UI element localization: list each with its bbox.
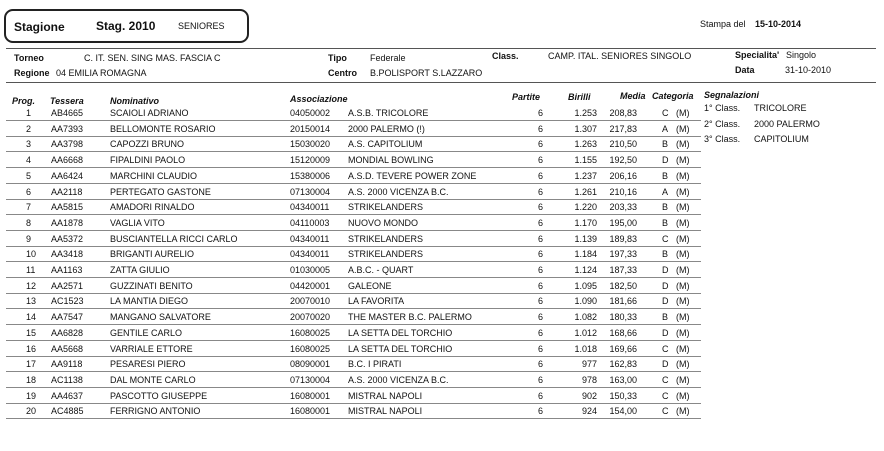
cell-media: 203,33 (609, 202, 637, 213)
data-value: 31-10-2010 (785, 65, 832, 75)
cell-prog: 4 (26, 155, 32, 166)
cell-partite: 6 (538, 186, 544, 197)
cell-codice: 04110003 (290, 217, 330, 228)
cell-partite: 6 (538, 108, 544, 118)
season-label: Stagione (14, 20, 65, 34)
cell-categoria: D (662, 296, 669, 307)
centro-value: B.POLISPORT S.LAZZARO (370, 68, 483, 78)
segnalazione-value: CAPITOLIUM (754, 134, 809, 145)
cell-media: 181,66 (609, 296, 637, 307)
cell-tessera: AA6668 (51, 155, 84, 166)
cell-birilli: 1.155 (574, 155, 597, 166)
cell-codice: 15120009 (290, 155, 331, 166)
cell-tessera: AA1878 (51, 217, 84, 228)
tipo-value: Federale (370, 53, 406, 63)
cell-nominativo: VARRIALE ETTORE (110, 343, 193, 354)
cell-codice: 01030005 (290, 265, 331, 275)
cell-sesso: (M) (676, 312, 690, 323)
cell-partite: 6 (538, 202, 544, 213)
cell-birilli: 977 (581, 359, 597, 370)
row-divider (6, 151, 701, 152)
cell-birilli: 1.263 (574, 139, 597, 150)
cell-nominativo: GUZZINATI BENITO (110, 280, 193, 291)
cell-tessera: AC1138 (51, 374, 83, 385)
data-label: Data (735, 65, 755, 75)
cell-birilli: 1.307 (574, 123, 597, 134)
cell-partite: 6 (538, 123, 544, 134)
row-divider (6, 136, 701, 137)
cell-media: 187,33 (609, 265, 637, 275)
cell-nominativo: FERRIGNO ANTONIO (110, 406, 201, 417)
cell-codice: 20150014 (290, 123, 331, 134)
cell-birilli: 1.012 (574, 327, 597, 338)
cell-categoria: B (662, 249, 669, 260)
cell-partite: 6 (538, 217, 544, 228)
cell-prog: 8 (26, 217, 32, 228)
cell-media: 197,33 (609, 249, 637, 260)
cell-prog: 12 (26, 280, 37, 291)
cell-nominativo: PERTEGATO GASTONE (110, 186, 211, 197)
cell-sesso: (M) (676, 170, 690, 181)
cell-codice: 16080025 (290, 343, 331, 354)
cell-categoria: C (662, 374, 669, 385)
cell-birilli: 1.124 (574, 265, 597, 275)
cell-media: 169,66 (609, 343, 637, 354)
cell-partite: 6 (538, 170, 544, 181)
row-divider (6, 340, 701, 341)
cell-categoria: B (662, 139, 669, 150)
row-divider (6, 387, 701, 388)
cell-media: 206,16 (609, 170, 637, 181)
cell-categoria: C (662, 108, 669, 118)
row-divider (6, 371, 701, 372)
cell-associazione: MISTRAL NAPOLI (348, 406, 423, 417)
col-birilli: Birilli (568, 92, 591, 102)
cell-categoria: B (662, 312, 669, 323)
cell-sesso: (M) (676, 390, 690, 401)
cell-codice: 15030020 (290, 139, 331, 150)
row-divider (6, 324, 701, 325)
cell-birilli: 978 (581, 374, 597, 385)
cell-prog: 20 (26, 406, 37, 417)
col-segnalazioni: Segnalazioni (704, 90, 760, 100)
cell-sesso: (M) (676, 186, 690, 197)
cell-associazione: 2000 PALERMO (!) (348, 123, 425, 134)
row-divider (6, 356, 701, 357)
segnalazione-value: TRICOLORE (754, 103, 807, 113)
row-divider (6, 214, 701, 215)
row-divider (6, 418, 701, 419)
cell-partite: 6 (538, 155, 544, 166)
cell-sesso: (M) (676, 296, 690, 307)
cell-associazione: A.S.D. TEVERE POWER ZONE (348, 170, 477, 181)
cell-categoria: C (662, 390, 669, 401)
row-divider (6, 199, 701, 200)
cell-media: 210,50 (609, 139, 637, 150)
cell-nominativo: GENTILE CARLO (110, 327, 183, 338)
cell-birilli: 1.220 (574, 202, 597, 213)
cell-prog: 3 (26, 139, 32, 150)
specialita-label: Specialita' (735, 50, 780, 60)
cell-categoria: D (662, 359, 669, 370)
cell-nominativo: LA MANTIA DIEGO (110, 296, 189, 307)
cell-codice: 04340011 (290, 202, 330, 213)
cell-sesso: (M) (676, 327, 690, 338)
season-value: Stag. 2010 (96, 19, 156, 33)
cell-sesso: (M) (676, 108, 690, 118)
cell-categoria: D (662, 280, 669, 291)
cell-codice: 08090001 (290, 359, 331, 370)
cell-birilli: 1.095 (574, 280, 597, 291)
cell-prog: 7 (26, 202, 32, 213)
cell-sesso: (M) (676, 265, 690, 275)
cell-nominativo: DAL MONTE CARLO (110, 374, 196, 385)
cell-tessera: AA2571 (51, 280, 84, 291)
cell-associazione: A.S. 2000 VICENZA B.C. (348, 374, 449, 385)
cell-tessera: AA1163 (51, 265, 83, 275)
cell-tessera: AC4885 (51, 406, 84, 417)
cell-nominativo: BRIGANTI AURELIO (110, 249, 195, 260)
cell-birilli: 1.090 (574, 296, 597, 307)
cell-associazione: STRIKELANDERS (348, 202, 424, 213)
col-nominativo: Nominativo (110, 96, 160, 106)
cell-categoria: C (662, 233, 669, 244)
cell-associazione: GALEONE (348, 280, 392, 291)
cell-sesso: (M) (676, 374, 690, 385)
tipo-label: Tipo (328, 53, 347, 63)
cell-sesso: (M) (676, 359, 690, 370)
cell-codice: 20070020 (290, 312, 331, 323)
cell-tessera: AA5372 (51, 233, 84, 244)
cell-categoria: B (662, 217, 669, 228)
cell-media: 192,50 (609, 155, 637, 166)
specialita-value: Singolo (786, 50, 817, 60)
cell-tessera: AA7393 (51, 123, 84, 134)
cell-tessera: AA3418 (51, 249, 84, 260)
info-divider (6, 82, 876, 83)
cell-partite: 6 (538, 233, 544, 244)
cell-categoria: D (662, 327, 669, 338)
cell-prog: 10 (26, 249, 37, 260)
row-divider (6, 230, 701, 231)
cell-prog: 19 (26, 390, 37, 401)
torneo-label: Torneo (14, 53, 44, 63)
cell-prog: 6 (26, 186, 32, 197)
col-tessera: Tessera (50, 96, 84, 106)
cell-nominativo: CAPOZZI BRUNO (110, 139, 185, 150)
cell-prog: 13 (26, 296, 37, 307)
class-value: CAMP. ITAL. SENIORES SINGOLO (548, 51, 692, 61)
cell-codice: 16080001 (290, 390, 331, 401)
cell-birilli: 1.237 (574, 170, 597, 181)
cell-partite: 6 (538, 312, 544, 323)
torneo-value: C. IT. SEN. SING MAS. FASCIA C (84, 53, 221, 63)
cell-media: 208,83 (609, 108, 637, 118)
cell-categoria: D (662, 155, 669, 166)
cell-partite: 6 (538, 390, 544, 401)
col-partite: Partite (512, 92, 541, 102)
regione-label: Regione (14, 68, 50, 78)
cell-associazione: B.C. I PIRATI (348, 359, 402, 370)
cell-associazione: LA FAVORITA (348, 296, 405, 307)
cell-media: 163,00 (609, 374, 637, 385)
cell-prog: 9 (26, 233, 32, 244)
cell-sesso: (M) (676, 233, 690, 244)
cell-nominativo: AMADORI RINALDO (110, 202, 195, 213)
row-divider (6, 308, 701, 309)
cell-codice: 16080001 (290, 406, 331, 417)
cell-sesso: (M) (676, 406, 690, 417)
cell-associazione: NUOVO MONDO (348, 217, 419, 228)
cell-sesso: (M) (676, 280, 690, 291)
cell-nominativo: SCAIOLI ADRIANO (110, 108, 189, 118)
cell-categoria: D (662, 265, 669, 275)
cell-birilli: 1.139 (574, 233, 597, 244)
cell-tessera: AA5668 (51, 343, 84, 354)
cell-tessera: AA5815 (51, 202, 84, 213)
cell-nominativo: MARCHINI CLAUDIO (110, 170, 198, 181)
cell-associazione: MONDIAL BOWLING (348, 155, 434, 166)
cell-categoria: C (662, 406, 669, 417)
cell-nominativo: BELLOMONTE ROSARIO (110, 123, 216, 134)
cell-media: 150,33 (609, 390, 637, 401)
cell-associazione: MISTRAL NAPOLI (348, 390, 423, 401)
cell-media: 168,66 (609, 327, 637, 338)
cell-prog: 5 (26, 170, 32, 181)
regione-value: 04 EMILIA ROMAGNA (56, 68, 147, 78)
cell-prog: 17 (26, 359, 37, 370)
cell-associazione: A.S.B. TRICOLORE (348, 108, 429, 118)
cell-media: 182,50 (609, 280, 637, 291)
cell-codice: 04420001 (290, 280, 331, 291)
cell-media: 154,00 (609, 406, 637, 417)
cell-partite: 6 (538, 296, 544, 307)
cell-prog: 15 (26, 327, 37, 338)
cell-codice: 07130004 (290, 186, 331, 197)
row-divider (6, 183, 701, 184)
cell-nominativo: PESARESI PIERO (110, 359, 186, 370)
cell-nominativo: FIPALDINI PAOLO (110, 155, 186, 166)
cell-sesso: (M) (676, 343, 690, 354)
cell-partite: 6 (538, 406, 544, 417)
cell-partite: 6 (538, 139, 544, 150)
cell-media: 217,83 (609, 123, 637, 134)
col-associazione: Associazione (290, 94, 348, 104)
cell-associazione: THE MASTER B.C. PALERMO (348, 312, 472, 323)
cell-prog: 16 (26, 343, 37, 354)
cell-prog: 11 (26, 265, 36, 275)
cell-birilli: 924 (581, 406, 597, 417)
cell-partite: 6 (538, 374, 544, 385)
cell-associazione: A.S. 2000 VICENZA B.C. (348, 186, 449, 197)
cell-partite: 6 (538, 327, 544, 338)
cell-media: 180,33 (609, 312, 637, 323)
cell-sesso: (M) (676, 202, 690, 213)
print-date: 15-10-2014 (755, 19, 802, 29)
cell-birilli: 1.170 (574, 217, 597, 228)
cell-sesso: (M) (676, 123, 690, 134)
cell-codice: 04050002 (290, 108, 331, 118)
print-label: Stampa del (700, 19, 746, 29)
cell-birilli: 1.018 (574, 343, 597, 354)
cell-codice: 04340011 (290, 233, 330, 244)
cell-codice: 16080025 (290, 327, 331, 338)
segnalazione-label: 3° Class. (704, 134, 741, 145)
row-divider (6, 403, 701, 404)
cell-birilli: 902 (581, 390, 597, 401)
cell-tessera: AA4637 (51, 390, 84, 401)
cell-categoria: B (662, 170, 669, 181)
cell-tessera: AA7547 (51, 312, 84, 323)
cell-tessera: AA2118 (51, 186, 83, 197)
cell-sesso: (M) (676, 155, 690, 166)
segnalazione-value: 2000 PALERMO (754, 118, 820, 129)
cell-associazione: STRIKELANDERS (348, 249, 424, 260)
row-divider (6, 120, 701, 121)
cell-prog: 14 (26, 312, 37, 323)
segnalazione-label: 2° Class. (704, 118, 741, 129)
header-divider (6, 48, 876, 49)
cell-nominativo: MANGANO SALVATORE (110, 312, 211, 323)
row-divider (6, 167, 701, 168)
segnalazione-label: 1° Class. (704, 103, 741, 113)
cell-categoria: A (662, 186, 669, 197)
cell-associazione: STRIKELANDERS (348, 233, 424, 244)
col-media: Media (620, 91, 646, 101)
centro-label: Centro (328, 68, 357, 78)
cell-associazione: A.S. CAPITOLIUM (348, 139, 423, 150)
cell-media: 189,83 (609, 233, 637, 244)
cell-sesso: (M) (676, 217, 690, 228)
cell-birilli: 1.082 (574, 312, 597, 323)
col-prog: Prog. (12, 96, 36, 106)
cell-birilli: 1.261 (574, 186, 597, 197)
cell-nominativo: ZATTA GIULIO (110, 265, 170, 275)
cell-categoria: B (662, 202, 669, 213)
cell-partite: 6 (538, 249, 544, 260)
col-categoria: Categoria (652, 91, 694, 101)
cell-tessera: AA3798 (51, 139, 84, 150)
cell-birilli: 1.184 (574, 249, 597, 260)
cell-tessera: AA6424 (51, 170, 84, 181)
cell-nominativo: BUSCIANTELLA RICCI CARLO (110, 233, 238, 244)
row-divider (6, 293, 701, 294)
cell-codice: 20070010 (290, 296, 331, 307)
cell-sesso: (M) (676, 249, 690, 260)
cell-partite: 6 (538, 280, 544, 291)
cell-categoria: A (662, 123, 669, 134)
cell-tessera: AA9118 (51, 359, 83, 370)
cell-partite: 6 (538, 359, 544, 370)
cell-birilli: 1.253 (574, 108, 597, 118)
cell-associazione: LA SETTA DEL TORCHIO (348, 327, 453, 338)
cell-associazione: A.B.C. - QUART (348, 265, 414, 275)
cell-tessera: AC1523 (51, 296, 84, 307)
cell-partite: 6 (538, 265, 544, 275)
cell-media: 162,83 (609, 359, 637, 370)
cell-nominativo: PASCOTTO GIUSEPPE (110, 390, 208, 401)
cell-tessera: AB4665 (51, 108, 84, 118)
cell-partite: 6 (538, 343, 544, 354)
cell-associazione: LA SETTA DEL TORCHIO (348, 343, 453, 354)
row-divider (6, 261, 701, 262)
cell-sesso: (M) (676, 139, 690, 150)
cell-codice: 04340011 (290, 249, 330, 260)
class-label: Class. (492, 51, 519, 61)
category-label: SENIORES (178, 21, 225, 31)
cell-media: 195,00 (609, 217, 637, 228)
cell-nominativo: VAGLIA VITO (110, 217, 165, 228)
cell-prog: 18 (26, 374, 37, 385)
cell-codice: 07130004 (290, 374, 331, 385)
cell-tessera: AA6828 (51, 327, 84, 338)
cell-prog: 1 (26, 108, 32, 118)
cell-codice: 15380006 (290, 170, 331, 181)
row-divider (6, 246, 701, 247)
cell-categoria: C (662, 343, 669, 354)
row-divider (6, 277, 701, 278)
cell-media: 210,16 (609, 186, 637, 197)
cell-prog: 2 (26, 123, 32, 134)
